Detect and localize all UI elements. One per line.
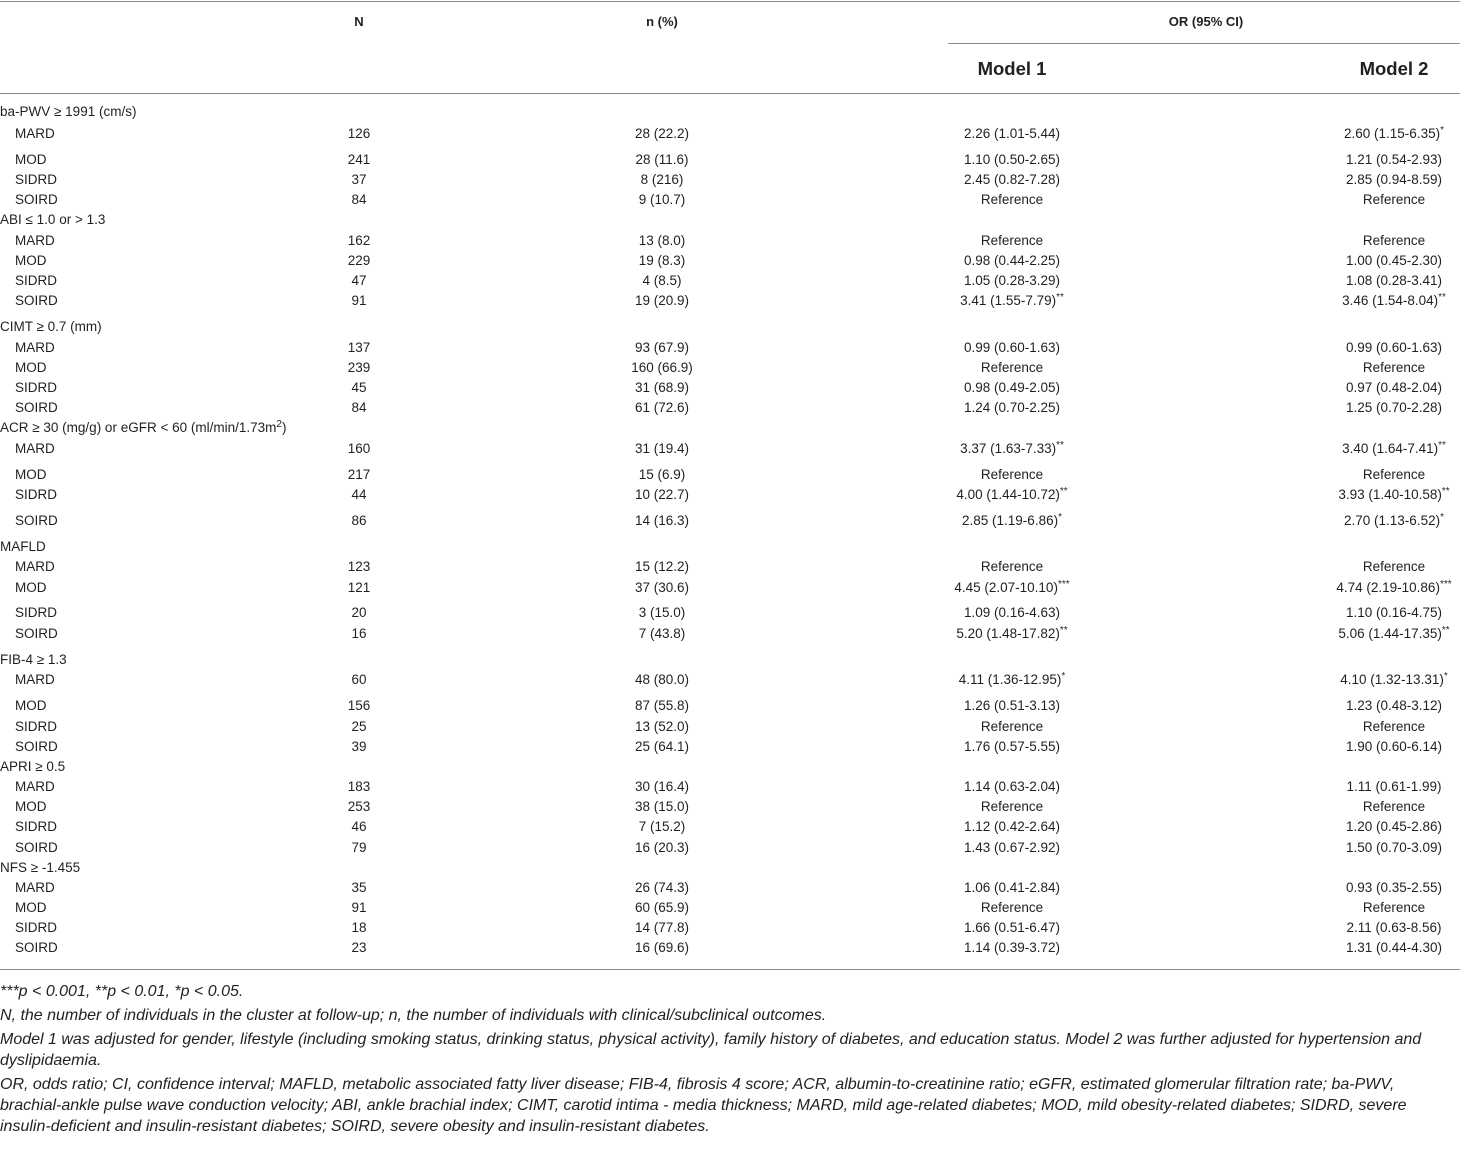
cell-model1-value: 1.76 (0.57-5.55) bbox=[963, 739, 1061, 754]
cell-model1 bbox=[954, 580, 1069, 596]
cell-N: 37 bbox=[351, 172, 367, 187]
cell-model2-value: 0.93 (0.35-2.55) bbox=[1345, 880, 1443, 895]
cell-model2 bbox=[1363, 900, 1425, 916]
section-label bbox=[0, 104, 136, 120]
cluster-name: SIDRD bbox=[15, 172, 58, 187]
cell-N: 162 bbox=[347, 233, 371, 248]
cell-N: 25 bbox=[351, 719, 367, 734]
cell-model1-value: 2.85 (1.19-6.86) bbox=[962, 513, 1059, 528]
table-footnotes bbox=[0, 981, 1460, 1140]
cell-N: 35 bbox=[351, 880, 367, 895]
cell-model1 bbox=[962, 513, 1062, 529]
cell-n-percent: 14 (16.3) bbox=[634, 513, 690, 528]
cluster-name: SOIRD bbox=[15, 513, 58, 528]
footnote-model-adjustments: Model 1 was adjusted for gender, lifestyle (including smoking status, drinking status, physical activity), family history of diabetes, and education status. Model 2 was further adjusted for hypertension and dyslipidaemia. bbox=[0, 1031, 1422, 1069]
cell-N: 160 bbox=[347, 441, 371, 456]
cell-model1 bbox=[964, 920, 1060, 936]
cell-model1 bbox=[964, 940, 1060, 956]
section-label bbox=[0, 212, 105, 228]
section-label bbox=[0, 319, 102, 335]
cluster-name: MARD bbox=[15, 559, 55, 574]
cell-model1 bbox=[960, 293, 1064, 309]
cell-n-percent: 14 (77.8) bbox=[634, 920, 690, 935]
cell-model2 bbox=[1346, 605, 1442, 621]
cluster-name: MOD bbox=[15, 698, 47, 713]
cell-N: 23 bbox=[351, 940, 367, 955]
cell-n-percent: 3 (15.0) bbox=[638, 605, 686, 620]
cell-N: 44 bbox=[351, 487, 367, 502]
cell-model1 bbox=[981, 360, 1043, 376]
cell-model1 bbox=[964, 698, 1060, 714]
cell-n-percent: 25 (64.1) bbox=[634, 739, 690, 754]
cluster-name: SIDRD bbox=[15, 605, 58, 620]
cell-model2 bbox=[1346, 920, 1441, 936]
cell-model1-value: Reference bbox=[980, 192, 1044, 207]
cell-model1 bbox=[981, 467, 1043, 483]
cell-model1 bbox=[964, 605, 1060, 621]
cell-model1-value: 3.37 (1.63-7.33) bbox=[960, 441, 1057, 456]
cluster-name: MARD bbox=[15, 340, 55, 355]
cell-model1-value: 0.98 (0.49-2.05) bbox=[963, 380, 1061, 395]
cell-model1-value: 1.05 (0.28-3.29) bbox=[963, 273, 1061, 288]
cell-N: 91 bbox=[351, 900, 367, 915]
cell-N: 253 bbox=[347, 799, 371, 814]
cell-model1-value: 1.10 (0.50-2.65) bbox=[963, 152, 1061, 167]
cell-model2-value: 2.85 (0.94-8.59) bbox=[1345, 172, 1443, 187]
cell-model2 bbox=[1342, 293, 1446, 309]
cell-n-percent: 19 (8.3) bbox=[638, 253, 686, 268]
cell-model1 bbox=[964, 340, 1060, 356]
cell-model1 bbox=[964, 380, 1060, 396]
cell-model1-value: 1.14 (0.63-2.04) bbox=[963, 779, 1061, 794]
cell-model1 bbox=[981, 719, 1043, 735]
header-N: N bbox=[354, 14, 364, 29]
cell-model2-value: 1.08 (0.28-3.41) bbox=[1345, 273, 1443, 288]
cluster-name: MOD bbox=[15, 253, 47, 268]
cell-n-percent: 15 (6.9) bbox=[638, 467, 686, 482]
cell-n-percent: 37 (30.6) bbox=[634, 580, 690, 595]
table-top-rule bbox=[0, 1, 1460, 2]
cell-N: 79 bbox=[351, 840, 367, 855]
cell-n-percent: 13 (52.0) bbox=[634, 719, 690, 734]
cell-model1-value: Reference bbox=[980, 799, 1044, 814]
significance-marker: * bbox=[1443, 671, 1448, 682]
cluster-name: MARD bbox=[15, 233, 55, 248]
cell-model2-value: 2.11 (0.63-8.56) bbox=[1346, 920, 1442, 935]
cell-model1 bbox=[964, 126, 1060, 142]
cluster-name: MOD bbox=[15, 467, 47, 482]
cell-model2-value: 0.97 (0.48-2.04) bbox=[1345, 380, 1443, 395]
cell-model2 bbox=[1363, 799, 1425, 815]
cluster-name: SIDRD bbox=[15, 273, 58, 288]
cell-model2-value: Reference bbox=[1362, 233, 1426, 248]
cell-N: 123 bbox=[347, 559, 371, 574]
cell-N: 39 bbox=[351, 739, 367, 754]
cluster-name: SIDRD bbox=[15, 487, 58, 502]
cell-model2-value: 2.70 (1.13-6.52) bbox=[1344, 513, 1441, 528]
significance-marker: ** bbox=[1441, 625, 1450, 636]
header-model2: Model 2 bbox=[1359, 58, 1429, 79]
cell-N: 46 bbox=[351, 819, 367, 834]
cell-model1-value: 2.45 (0.82-7.28) bbox=[963, 172, 1061, 187]
cell-n-percent: 7 (15.2) bbox=[638, 819, 686, 834]
cluster-name: MOD bbox=[15, 152, 47, 167]
cell-n-percent: 15 (12.2) bbox=[634, 559, 690, 574]
cell-model1 bbox=[964, 253, 1060, 269]
cell-N: 156 bbox=[347, 698, 371, 713]
cell-model1-value: 2.26 (1.01-5.44) bbox=[963, 126, 1061, 141]
cell-model2 bbox=[1342, 441, 1446, 457]
cell-model2 bbox=[1363, 559, 1425, 575]
cell-model2-value: 1.23 (0.48-3.12) bbox=[1345, 698, 1443, 713]
cell-model2-value: 3.46 (1.54-8.04) bbox=[1342, 293, 1439, 308]
cell-n-percent: 28 (22.2) bbox=[634, 126, 690, 141]
cell-model2-value: 1.21 (0.54-2.93) bbox=[1345, 152, 1443, 167]
cell-model2-value: 5.06 (1.44-17.35) bbox=[1338, 626, 1442, 641]
cell-N: 45 bbox=[351, 380, 367, 395]
cell-n-percent: 28 (11.6) bbox=[635, 152, 689, 167]
cell-n-percent: 7 (43.8) bbox=[638, 626, 686, 641]
cluster-name: SOIRD bbox=[15, 293, 58, 308]
cell-model2 bbox=[1346, 340, 1442, 356]
cluster-name: MOD bbox=[15, 580, 47, 595]
cluster-name: SOIRD bbox=[15, 940, 58, 955]
section-label bbox=[0, 539, 46, 555]
cell-N: 217 bbox=[347, 467, 371, 482]
cell-model1-value: 1.24 (0.70-2.25) bbox=[963, 400, 1061, 415]
cell-n-percent: 8 (216) bbox=[640, 172, 684, 187]
cell-N: 47 bbox=[351, 273, 367, 288]
section-label-text: APRI ≥ 0.5 bbox=[0, 759, 66, 774]
cell-N: 183 bbox=[347, 779, 371, 794]
cell-n-percent: 87 (55.8) bbox=[634, 698, 690, 713]
cell-n-percent: 61 (72.6) bbox=[634, 400, 690, 415]
cluster-name: SIDRD bbox=[15, 719, 58, 734]
section-label-text: MAFLD bbox=[0, 539, 46, 554]
cell-model2-value: Reference bbox=[1362, 559, 1426, 574]
cell-N: 84 bbox=[351, 192, 367, 207]
cell-model2 bbox=[1363, 360, 1425, 376]
cell-model1-value: 1.09 (0.16-4.63) bbox=[963, 605, 1061, 620]
significance-marker: * bbox=[1061, 671, 1066, 682]
cell-model1-value: 5.20 (1.48-17.82) bbox=[956, 626, 1060, 641]
table-bottom-rule bbox=[0, 969, 1460, 970]
section-label-text: ABI ≤ 1.0 or > 1.3 bbox=[0, 212, 106, 227]
cell-model2-value: 3.93 (1.40-10.58) bbox=[1338, 487, 1442, 502]
cell-model2 bbox=[1338, 487, 1449, 503]
cell-model1 bbox=[981, 559, 1043, 575]
significance-marker: ** bbox=[1438, 292, 1446, 303]
cell-model2 bbox=[1363, 467, 1425, 483]
cell-model1-value: 4.45 (2.07-10.10) bbox=[954, 580, 1058, 595]
cluster-name: MARD bbox=[15, 672, 55, 687]
footnote-significance: ***p < 0.001, **p < 0.01, *p < 0.05. bbox=[0, 983, 244, 1000]
cell-n-percent: 93 (67.9) bbox=[634, 340, 690, 355]
section-label bbox=[0, 652, 67, 668]
section-label-text: FIB-4 ≥ 1.3 bbox=[0, 652, 67, 667]
cluster-name: SOIRD bbox=[15, 739, 58, 754]
cell-model2-value: 4.10 (1.32-13.31) bbox=[1340, 672, 1444, 687]
cell-model1 bbox=[956, 487, 1067, 503]
cell-n-percent: 31 (19.4) bbox=[634, 441, 690, 456]
cell-model2-value: Reference bbox=[1362, 192, 1426, 207]
section-label bbox=[0, 759, 65, 775]
cell-N: 60 bbox=[351, 672, 367, 687]
significance-marker: * bbox=[1058, 512, 1062, 523]
cell-model1-value: Reference bbox=[980, 719, 1044, 734]
cell-model1 bbox=[981, 799, 1043, 815]
cell-model2 bbox=[1346, 253, 1442, 269]
cell-model1 bbox=[981, 233, 1043, 249]
cluster-name: MARD bbox=[15, 880, 55, 895]
cell-model2-value: 3.40 (1.64-7.41) bbox=[1342, 441, 1439, 456]
cell-model1-value: Reference bbox=[980, 900, 1044, 915]
cell-model2-value: Reference bbox=[1362, 467, 1426, 482]
cell-model2 bbox=[1344, 513, 1444, 529]
cell-model2-value: 1.00 (0.45-2.30) bbox=[1345, 253, 1443, 268]
cell-model1 bbox=[960, 441, 1064, 457]
section-label bbox=[0, 420, 286, 436]
significance-marker: ** bbox=[1438, 440, 1446, 451]
cell-model1 bbox=[981, 900, 1043, 916]
cell-model2 bbox=[1363, 719, 1425, 735]
cell-model1 bbox=[964, 739, 1060, 755]
cell-model1 bbox=[956, 626, 1067, 642]
cell-N: 86 bbox=[351, 513, 367, 528]
cell-model2-value: 2.60 (1.15-6.35) bbox=[1344, 126, 1441, 141]
cell-model1-value: 0.98 (0.44-2.25) bbox=[963, 253, 1061, 268]
cluster-name: SIDRD bbox=[15, 920, 58, 935]
footnote-n-definitions: N, the number of individuals in the cluster at follow-up; n, the number of individuals with clinical/subclinical outcomes. bbox=[0, 1007, 827, 1024]
cell-n-percent: 160 (66.9) bbox=[631, 360, 693, 375]
header-n-percent: n (%) bbox=[646, 14, 678, 29]
cell-n-percent: 4 (8.5) bbox=[642, 273, 682, 288]
cell-model1 bbox=[964, 152, 1060, 168]
cell-model1-value: 1.43 (0.67-2.92) bbox=[963, 840, 1061, 855]
cell-model1 bbox=[964, 880, 1060, 896]
cell-n-percent: 19 (20.9) bbox=[634, 293, 690, 308]
cell-model1-value: 1.66 (0.51-6.47) bbox=[963, 920, 1061, 935]
cell-model2 bbox=[1346, 840, 1442, 856]
cell-model2 bbox=[1363, 192, 1425, 208]
cell-N: 137 bbox=[347, 340, 371, 355]
cell-model2 bbox=[1346, 172, 1442, 188]
cell-model2-value: 1.25 (0.70-2.28) bbox=[1345, 400, 1443, 415]
cluster-name: MARD bbox=[15, 126, 55, 141]
cell-N: 16 bbox=[351, 626, 367, 641]
cell-N: 229 bbox=[347, 253, 371, 268]
cell-N: 84 bbox=[351, 400, 367, 415]
cluster-name: MARD bbox=[15, 779, 55, 794]
cluster-name: MOD bbox=[15, 360, 47, 375]
cell-model2 bbox=[1346, 152, 1442, 168]
cell-N: 121 bbox=[347, 580, 371, 595]
cluster-name: SIDRD bbox=[15, 380, 58, 395]
cell-n-percent: 31 (68.9) bbox=[634, 380, 690, 395]
cluster-name: SOIRD bbox=[15, 400, 58, 415]
cell-n-percent: 16 (69.6) bbox=[634, 940, 690, 955]
cell-model2 bbox=[1346, 698, 1442, 714]
cell-model1-value: 0.99 (0.60-1.63) bbox=[963, 340, 1061, 355]
cell-model2 bbox=[1338, 626, 1449, 642]
cluster-name: MOD bbox=[15, 799, 47, 814]
cluster-name: SIDRD bbox=[15, 819, 58, 834]
significance-marker: ** bbox=[1441, 486, 1450, 497]
cell-model2 bbox=[1346, 739, 1442, 755]
cell-model1 bbox=[964, 779, 1060, 795]
cell-n-percent: 10 (22.7) bbox=[634, 487, 690, 502]
cell-model2-value: Reference bbox=[1362, 719, 1426, 734]
significance-marker: * bbox=[1440, 512, 1444, 523]
header-or-ci: OR (95% CI) bbox=[1168, 14, 1244, 29]
cell-model1-value: Reference bbox=[980, 559, 1044, 574]
significance-marker: * bbox=[1440, 125, 1444, 136]
cell-model2-value: 4.74 (2.19-10.86) bbox=[1336, 580, 1440, 595]
cell-model1 bbox=[981, 192, 1043, 208]
cell-model2 bbox=[1346, 273, 1442, 289]
cell-model2 bbox=[1344, 126, 1444, 142]
cell-model2 bbox=[1346, 880, 1442, 896]
cell-n-percent: 16 (20.3) bbox=[634, 840, 690, 855]
cell-N: 91 bbox=[351, 293, 367, 308]
cell-model1-value: 1.12 (0.42-2.64) bbox=[963, 819, 1061, 834]
footnote-abbreviations: OR, odds ratio; CI, confidence interval; MAFLD, metabolic associated fatty liver disease; FIB-4, fibrosis 4 score; ACR, albumin-to-creatinine ratio; eGFR, estimated glomerular filtration rate; ba-PWV, brachial-ankle pulse wave conduction velocity; ABI, ankle brachial index; CIMT, carotid intima - media thickness; MARD, mild age-related diabetes; MOD, mild obesity-related diabetes; SIDRD, severe insulin-deficient and insulin-resistant diabetes; SOIRD, severe obesity and insulin-resistant diabetes. bbox=[0, 1076, 1407, 1135]
section-label-superscript: 2 bbox=[276, 419, 282, 430]
cell-model1 bbox=[964, 273, 1060, 289]
cell-model1-value: 3.41 (1.55-7.79) bbox=[960, 293, 1057, 308]
cell-model2-value: 1.20 (0.45-2.86) bbox=[1345, 819, 1443, 834]
section-label-text: NFS ≥ -1.455 bbox=[0, 860, 81, 875]
cell-model1 bbox=[964, 400, 1060, 416]
cell-model2 bbox=[1346, 779, 1441, 795]
or-ci-underline bbox=[948, 43, 1460, 44]
cell-model2-value: 1.50 (0.70-3.09) bbox=[1345, 840, 1443, 855]
cell-model2 bbox=[1346, 819, 1442, 835]
cell-n-percent: 13 (8.0) bbox=[638, 233, 686, 248]
cell-model1-value: Reference bbox=[980, 233, 1044, 248]
cell-model2-value: Reference bbox=[1362, 900, 1426, 915]
cluster-name: MOD bbox=[15, 900, 47, 915]
cell-model1-value: 1.26 (0.51-3.13) bbox=[963, 698, 1061, 713]
significance-marker: *** bbox=[1057, 579, 1070, 590]
cell-model1 bbox=[964, 819, 1060, 835]
cell-model1-value: 1.14 (0.39-3.72) bbox=[963, 940, 1061, 955]
section-label-end: ) bbox=[281, 420, 287, 435]
section-label bbox=[0, 860, 80, 876]
cell-N: 126 bbox=[347, 126, 371, 141]
section-label-text: CIMT ≥ 0.7 (mm) bbox=[0, 319, 102, 334]
cell-model2-value: 1.10 (0.16-4.75) bbox=[1345, 605, 1443, 620]
cell-model2 bbox=[1363, 233, 1425, 249]
section-label-text: ba-PWV ≥ 1991 (cm/s) bbox=[0, 104, 137, 119]
cell-model2 bbox=[1346, 380, 1442, 396]
cell-model1-value: 4.11 (1.36-12.95) bbox=[958, 672, 1062, 687]
cell-n-percent: 38 (15.0) bbox=[634, 799, 690, 814]
cell-n-percent: 9 (10.7) bbox=[638, 192, 686, 207]
cell-n-percent: 48 (80.0) bbox=[634, 672, 690, 687]
cell-model2 bbox=[1336, 580, 1451, 596]
header-bottom-rule bbox=[0, 93, 1460, 94]
cell-N: 18 bbox=[351, 920, 367, 935]
cell-model1 bbox=[964, 840, 1060, 856]
cluster-name: SOIRD bbox=[15, 626, 58, 641]
cell-model2-value: Reference bbox=[1362, 799, 1426, 814]
cell-model2-value: 1.90 (0.60-6.14) bbox=[1345, 739, 1443, 754]
cell-model2-value: Reference bbox=[1362, 360, 1426, 375]
cell-model2 bbox=[1346, 940, 1442, 956]
cell-N: 241 bbox=[347, 152, 371, 167]
cell-model1 bbox=[964, 172, 1060, 188]
section-label-text: ACR ≥ 30 (mg/g) or eGFR < 60 (ml/min/1.73m bbox=[0, 420, 277, 435]
cell-n-percent: 30 (16.4) bbox=[634, 779, 690, 794]
cell-model1 bbox=[959, 672, 1065, 688]
significance-marker: *** bbox=[1439, 579, 1452, 590]
header-model1: Model 1 bbox=[977, 58, 1047, 79]
cell-model1-value: Reference bbox=[980, 360, 1044, 375]
cell-n-percent: 60 (65.9) bbox=[634, 900, 690, 915]
cluster-name: MARD bbox=[15, 441, 55, 456]
significance-marker: ** bbox=[1059, 625, 1068, 636]
significance-marker: ** bbox=[1056, 292, 1064, 303]
cell-model1-value: 1.06 (0.41-2.84) bbox=[963, 880, 1061, 895]
cell-model2 bbox=[1340, 672, 1447, 688]
cell-model2 bbox=[1346, 400, 1442, 416]
cluster-name: SOIRD bbox=[15, 192, 58, 207]
cell-model1-value: 4.00 (1.44-10.72) bbox=[956, 487, 1060, 502]
cluster-name: SOIRD bbox=[15, 840, 58, 855]
significance-marker: ** bbox=[1056, 440, 1064, 451]
cell-N: 239 bbox=[347, 360, 371, 375]
cell-model2-value: 1.11 (0.61-1.99) bbox=[1346, 779, 1442, 794]
cell-model2-value: 1.31 (0.44-4.30) bbox=[1345, 940, 1443, 955]
cell-N: 20 bbox=[351, 605, 367, 620]
cell-model1-value: Reference bbox=[980, 467, 1044, 482]
cell-model2-value: 0.99 (0.60-1.63) bbox=[1345, 340, 1443, 355]
significance-marker: ** bbox=[1059, 486, 1068, 497]
cell-n-percent: 26 (74.3) bbox=[634, 880, 690, 895]
